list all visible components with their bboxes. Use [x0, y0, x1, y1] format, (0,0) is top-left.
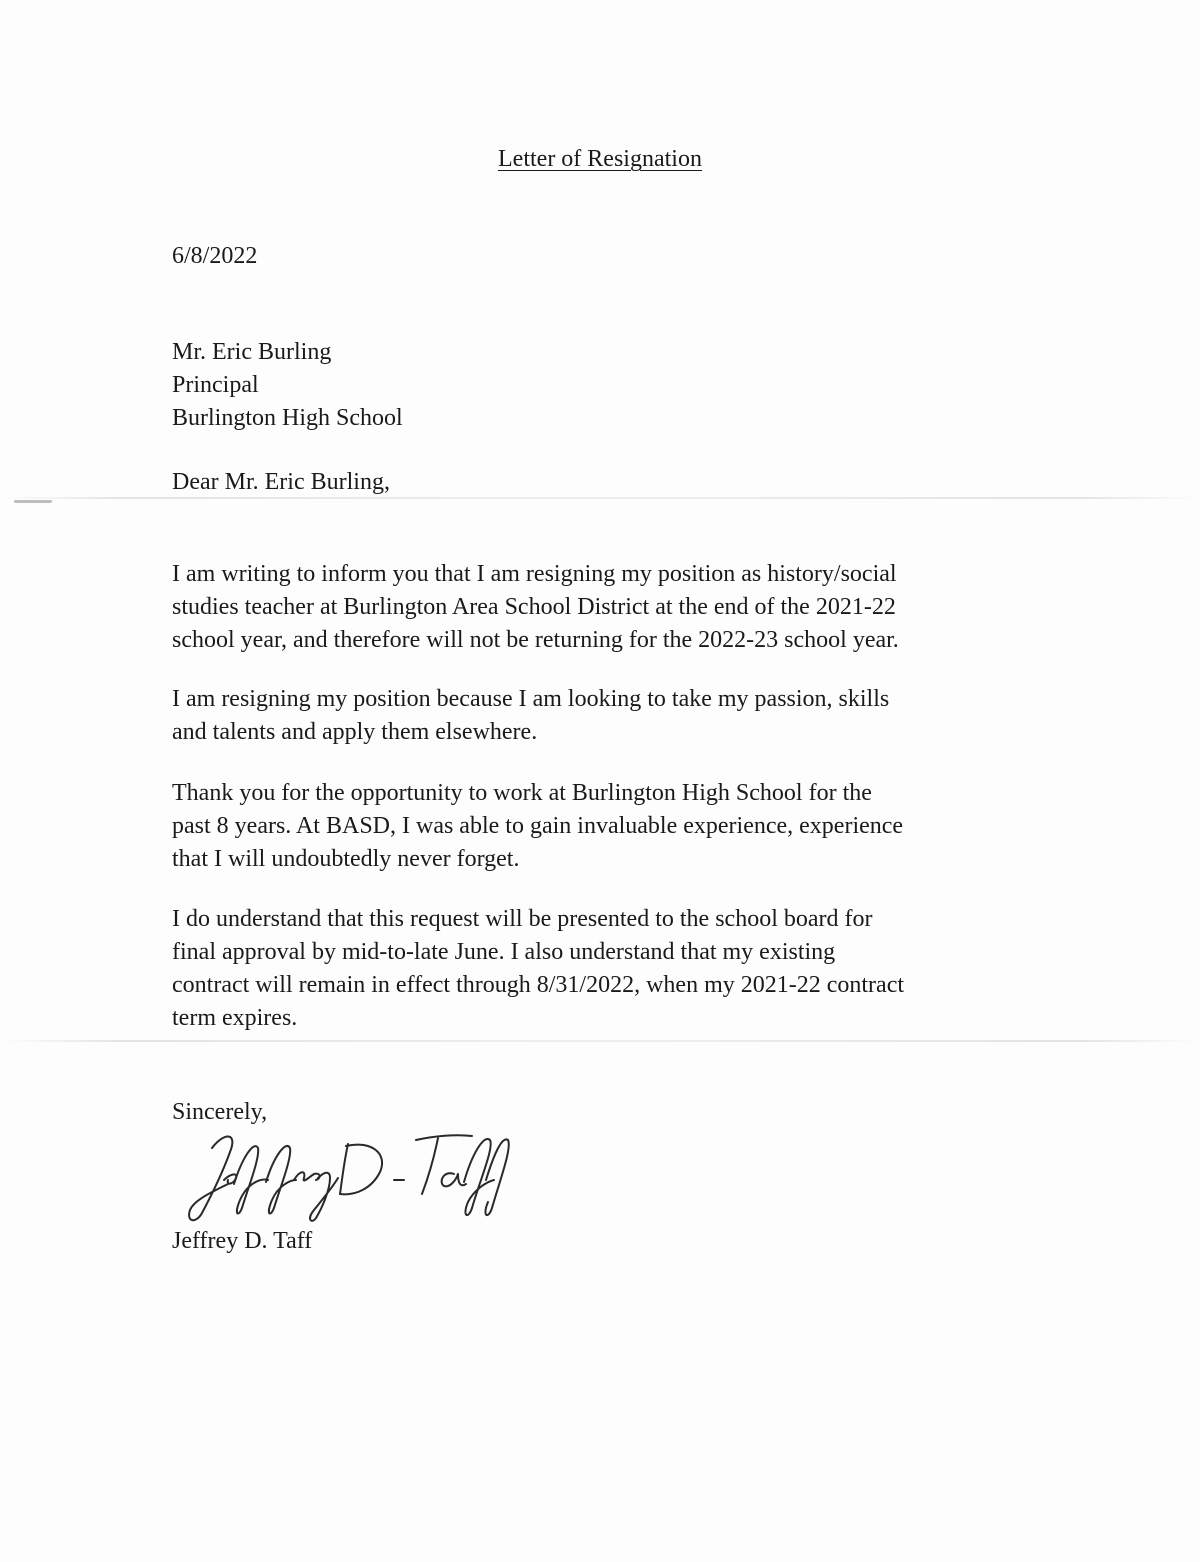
- recipient-position: Principal: [172, 372, 259, 398]
- body-paragraph: I do understand that this request will be presented to the school board for final approval by mid-to-late June. I also understand that my existing contract will remain in effect through 8/31/2022, when my 2021-22 contract term expires.: [172, 906, 905, 1031]
- handwritten-signature: [172, 1118, 512, 1228]
- letter-date: 6/8/2022: [172, 243, 258, 269]
- salutation: Dear Mr. Eric Burling,: [172, 469, 390, 495]
- recipient-name: Mr. Eric Burling: [172, 339, 332, 365]
- letter-title: Letter of Resignation: [498, 146, 702, 172]
- scan-mark: [14, 500, 52, 503]
- recipient-organization: Burlington High School: [172, 405, 403, 431]
- paper-fold-line: [0, 1040, 1200, 1042]
- closing: Sincerely,: [172, 1099, 268, 1125]
- body-paragraph: Thank you for the opportunity to work at Burlington High School for the past 8 years. At BASD, I was able to gain invaluable experience, experience that I will undoubtedly never forget.: [172, 780, 904, 872]
- body-paragraph: I am resigning my position because I am looking to take my passion, skills and talents and apply them elsewhere.: [172, 686, 890, 745]
- signer-name: Jeffrey D. Taff: [172, 1228, 313, 1254]
- recipient-address: [172, 336, 403, 435]
- body-paragraph: I am writing to inform you that I am resigning my position as history/social studies teacher at Burlington Area School District at the end of the 2021-22 school year, and therefore will not be returning for the 2022-23 school year.: [172, 561, 899, 653]
